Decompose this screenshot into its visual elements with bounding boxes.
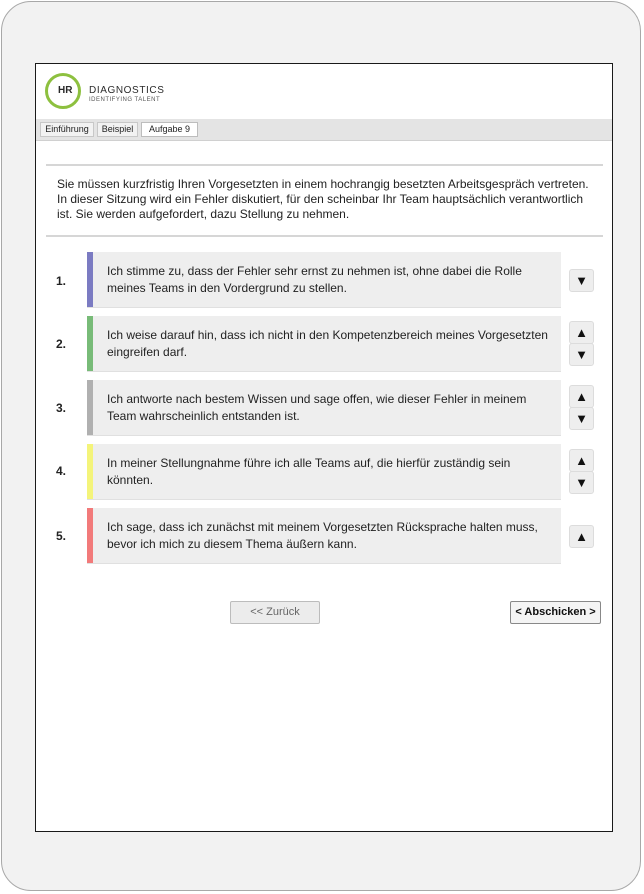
option-color-bar <box>87 252 93 307</box>
option-card-5[interactable] <box>87 508 561 564</box>
option-color-bar <box>87 508 93 563</box>
logo-tagline: IDENTIFYING TALENT <box>89 97 161 103</box>
option-card-3[interactable] <box>87 380 561 436</box>
option-text: In meiner Stellungnahme führe ich alle Teams auf, die hierfür zuständig sein könnten. <box>107 456 511 487</box>
option-number: 3. <box>56 401 67 415</box>
move-up-button[interactable] <box>569 385 594 408</box>
tab-aufgabe[interactable]: Aufgabe 9 <box>141 122 198 137</box>
option-number: 1. <box>56 274 67 288</box>
move-down-button[interactable] <box>569 269 594 292</box>
back-button[interactable]: << Zurück <box>230 601 320 624</box>
arrow-down-icon: ▼ <box>575 273 588 288</box>
move-down-button[interactable] <box>569 407 594 430</box>
option-number: 2. <box>56 337 67 351</box>
option-color-bar <box>87 380 93 435</box>
arrow-down-icon: ▼ <box>575 411 588 426</box>
divider-top <box>46 164 603 166</box>
option-color-bar <box>87 316 93 371</box>
arrow-down-icon: ▼ <box>575 347 588 362</box>
arrow-up-icon: ▲ <box>575 529 588 544</box>
tab-einfuehrung[interactable]: Einführung <box>40 122 94 137</box>
option-number: 5. <box>56 529 67 543</box>
move-down-button[interactable] <box>569 343 594 366</box>
option-color-bar <box>87 444 93 499</box>
option-card-1[interactable] <box>87 252 561 308</box>
move-up-button[interactable] <box>569 525 594 548</box>
logo-name: DIAGNOSTICS <box>89 85 165 96</box>
option-number: 4. <box>56 464 67 478</box>
submit-button[interactable]: < Abschicken > <box>510 601 601 624</box>
hr-diagnostics-logo <box>45 73 245 113</box>
tab-beispiel[interactable]: Beispiel <box>97 122 138 137</box>
logo-mark: HR <box>58 85 73 96</box>
option-text: Ich sage, dass ich zunächst mit meinem Vorgesetzten Rücksprache halten muss, bevor ich mich zu diesem Thema äußern kann. <box>107 520 538 551</box>
arrow-up-icon: ▲ <box>575 389 588 404</box>
divider-bottom <box>46 235 603 237</box>
option-card-2[interactable] <box>87 316 561 372</box>
arrow-up-icon: ▲ <box>575 325 588 340</box>
option-text: Ich antworte nach bestem Wissen und sage offen, wie dieser Fehler in meinem Team wahrscheinlich entstanden ist. <box>107 392 527 423</box>
move-up-button[interactable] <box>569 321 594 344</box>
move-down-button[interactable] <box>569 471 594 494</box>
arrow-up-icon: ▲ <box>575 453 588 468</box>
tab-bar <box>36 119 612 141</box>
task-description: Sie müssen kurzfristig Ihren Vorgesetzten in einem hochrangig besetzten Arbeitsgespräch vertreten. In dieser Sitzung wird ein Fehler diskutiert, für den scheinbar Ihr Team hauptsächlich verantwortlich ist. Sie werden aufgefordert, dazu Stellung zu nehmen. <box>57 177 589 221</box>
option-card-4[interactable] <box>87 444 561 500</box>
arrow-down-icon: ▼ <box>575 475 588 490</box>
move-up-button[interactable] <box>569 449 594 472</box>
app-screen <box>35 63 613 832</box>
tablet-frame <box>1 1 641 891</box>
option-text: Ich stimme zu, dass der Fehler sehr ernst zu nehmen ist, ohne dabei die Rolle meines Teams in den Vordergrund zu stellen. <box>107 264 522 295</box>
option-text: Ich weise darauf hin, dass ich nicht in den Kompetenzbereich meines Vorgesetzten eingreifen darf. <box>107 328 548 359</box>
